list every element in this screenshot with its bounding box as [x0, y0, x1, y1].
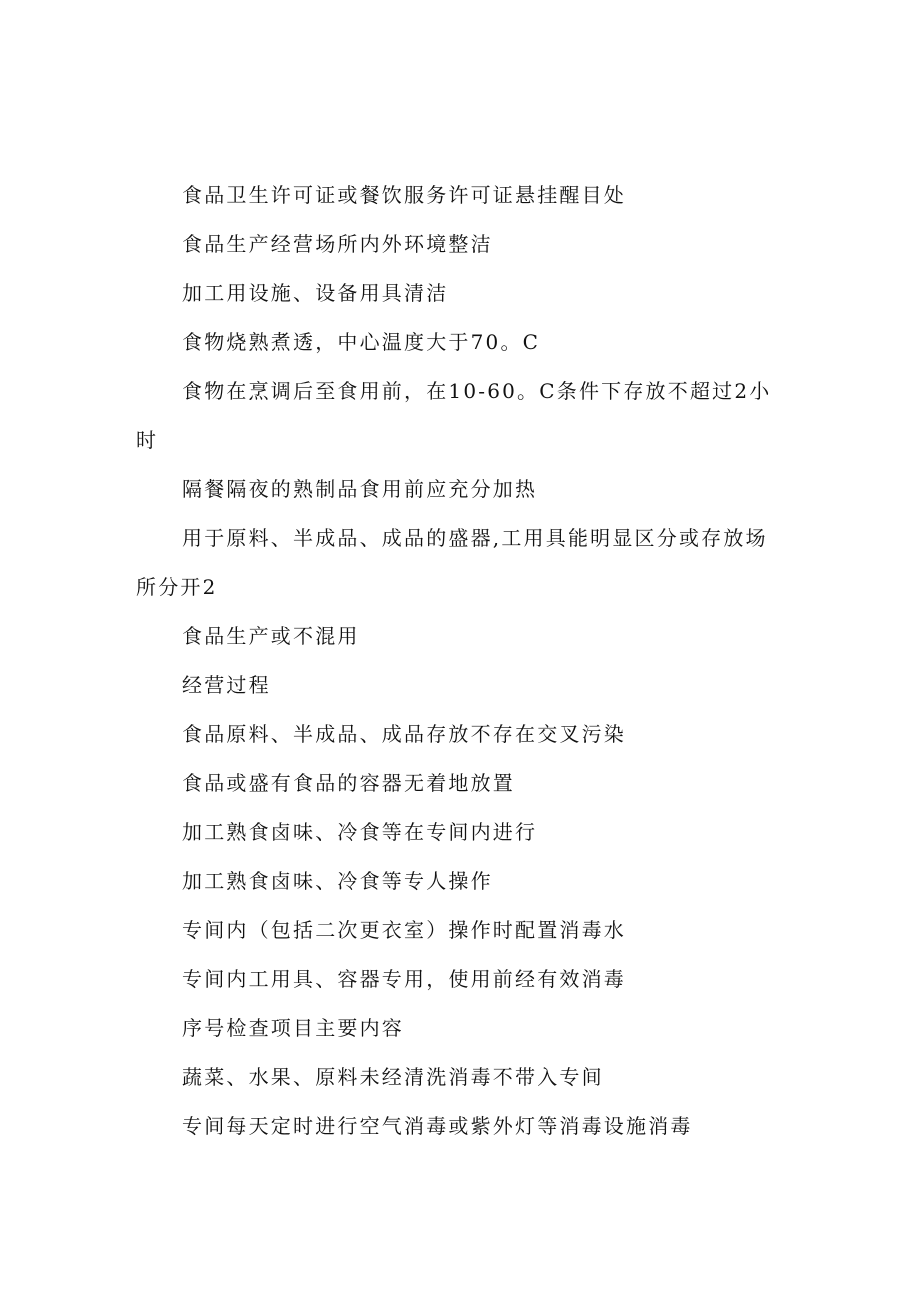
paragraph-1: 食品卫生许可证或餐饮服务许可证悬挂醒目处 — [182, 183, 626, 207]
paragraph-18: 专间每天定时进行空气消毒或紫外灯等消毒设施消毒 — [182, 1114, 693, 1138]
paragraph-12: 加工熟食卤味、冷食等在专间内进行 — [182, 820, 538, 844]
document-body — [136, 171, 786, 1151]
paragraph-2: 食品生产经营场所内外环境整洁 — [182, 232, 493, 256]
paragraph-5: 食物在烹调后至食用前，在10-60。C条件下存放不超过2小时 — [136, 379, 772, 452]
paragraph-9: 经营过程 — [182, 673, 271, 697]
paragraph-3: 加工用设施、设备用具清洁 — [182, 281, 449, 305]
paragraph-8: 食品生产或不混用 — [182, 624, 360, 648]
paragraph-14: 专间内（包括二次更衣室）操作时配置消毒水 — [182, 918, 626, 942]
paragraph-4: 食物烧熟煮透，中心温度大于70。C — [182, 330, 541, 354]
paragraph-17: 蔬菜、水果、原料未经清洗消毒不带入专间 — [182, 1065, 604, 1089]
paragraph-13: 加工熟食卤味、冷食等专人操作 — [182, 869, 493, 893]
paragraph-15: 专间内工用具、容器专用，使用前经有效消毒 — [182, 967, 626, 991]
paragraph-7: 用于原料、半成品、成品的盛器,工用具能明显区分或存放场所分开2 — [136, 526, 768, 599]
paragraph-16: 序号检查项目主要内容 — [182, 1016, 404, 1040]
paragraph-11: 食品或盛有食品的容器无着地放置 — [182, 771, 515, 795]
paragraph-6: 隔餐隔夜的熟制品食用前应充分加热 — [182, 477, 538, 501]
paragraph-10: 食品原料、半成品、成品存放不存在交叉污染 — [182, 722, 626, 746]
